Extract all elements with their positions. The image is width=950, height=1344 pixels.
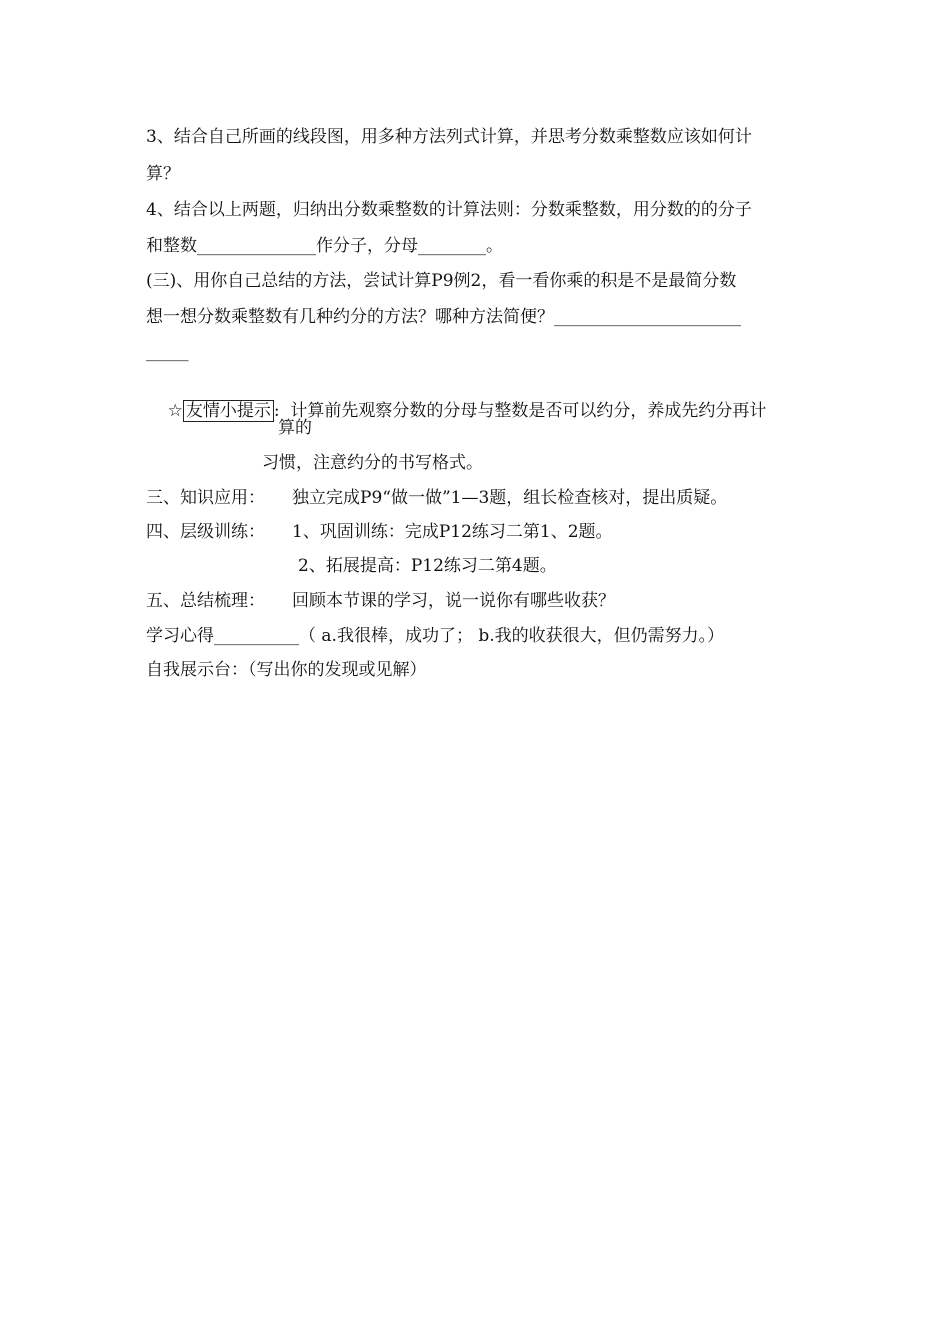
part-3-line-1: (三)、用你自己总结的方法，尝试计算P9例2，看一看你乘的积是不是最简分数 <box>146 271 737 291</box>
section-3: 三、知识应用： 独立完成P9“做一做”1—3题，组长检查核对，提出质疑。 <box>146 488 728 508</box>
tip-label: 友情小提示 <box>183 400 274 422</box>
showcase-line: 自我展示台：（写出你的发现或见解） <box>146 660 427 680</box>
tip-line-2: 算的 <box>278 418 312 438</box>
section-4-line-2: 2、拓展提高：P12练习二第4题。 <box>298 556 557 576</box>
tip-text: : 计算前先观察分数的分母与整数是否可以约分，养成先约分再计 <box>273 401 767 421</box>
star-icon: ☆ <box>167 401 183 421</box>
question-4-line-2: 和整数______________作分子，分母________。 <box>146 236 503 256</box>
section-5: 五、总结梳理： 回顾本节课的学习，说一说你有哪些收获？ <box>146 591 616 611</box>
question-3-line-2: 算？ <box>146 164 180 184</box>
section-4-line-1: 四、层级训练： 1、巩固训练：完成P12练习二第1、2题。 <box>146 522 613 542</box>
part-3-line-3: _____ <box>146 342 189 362</box>
question-4-line-1: 4、结合以上两题，归纳出分数乘整数的计算法则：分数乘整数，用分数的的分子 <box>146 200 752 220</box>
reflection-line: 学习心得__________（ a.我很棒，成功了； b.我的收获很大，但仍需努力。） <box>146 626 725 646</box>
tip-line-1 <box>146 380 766 442</box>
question-3-line-1: 3、结合自己所画的线段图，用多种方法列式计算，并思考分数乘整数应该如何计 <box>146 127 752 147</box>
part-3-line-2: 想一想分数乘整数有几种约分的方法？哪种方法简便？______________________ <box>146 307 741 327</box>
tip-line-3: 习惯，注意约分的书写格式。 <box>262 453 483 473</box>
